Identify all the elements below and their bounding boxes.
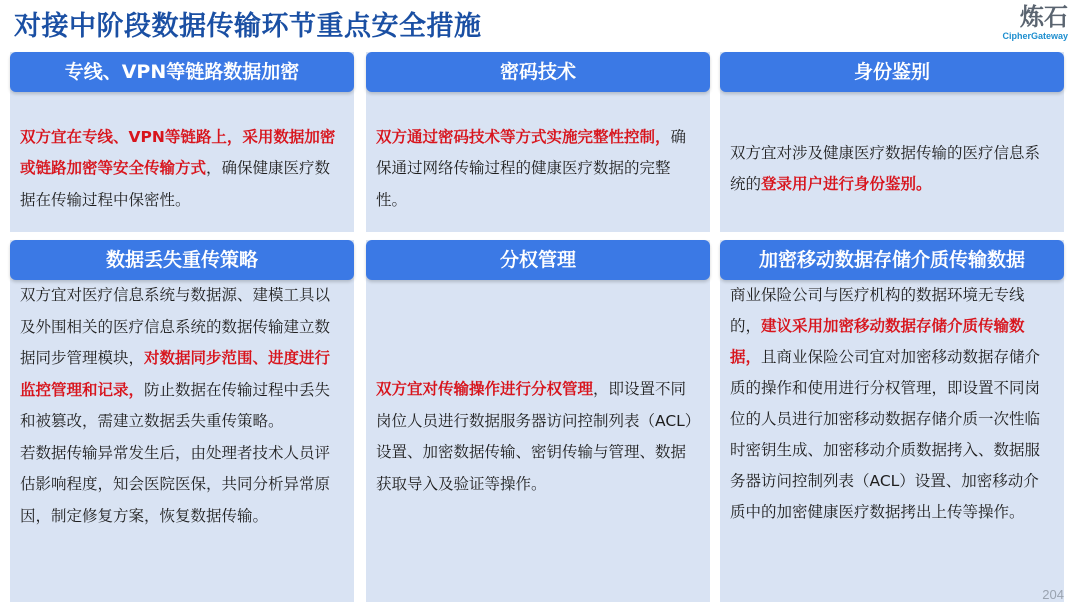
body-text: ，确保健康医疗数据在传输过程中保密性。 xyxy=(20,159,331,209)
card-heading: 加密移动数据存储介质传输数据 xyxy=(720,240,1064,280)
body-text: 双方宜对医疗信息系统与数据源、建模工具以及外围相关的医疗信息系统的数据传输建立数据同步管理模块， xyxy=(20,286,331,367)
brand-logo xyxy=(988,4,1068,41)
body-text-highlight: 对数据同步范围、进度进行监控管理和记录， xyxy=(20,349,331,399)
card-body xyxy=(10,280,354,600)
body-text: 确保通过网络传输过程的健康医疗数据的完整性。 xyxy=(376,127,687,209)
card-link-encryption xyxy=(10,52,354,232)
card-body xyxy=(366,106,710,232)
body-text: 双方宜对涉及健康医疗数据传输的医疗信息系统的 xyxy=(730,143,1041,193)
card-body xyxy=(10,106,354,232)
card-authentication xyxy=(720,52,1064,232)
body-text: 防止数据在传输过程中丢失和被篡改，需建立数据丢失重传策略。 xyxy=(20,380,331,430)
card-heading: 数据丢失重传策略 xyxy=(10,240,354,280)
card-heading: 身份鉴别 xyxy=(720,52,1064,92)
body-text: ，即设置不同岗位人员进行数据服务器访问控制列表（ACL）设置、加密数据传输、密钥传输与管理、数据获取导入及验证等操作。 xyxy=(376,380,693,493)
card-heading: 密码技术 xyxy=(366,52,710,92)
body-text: 商业保险公司与医疗机构的数据环境无专线的， xyxy=(730,286,1025,335)
body-text-highlight: 建议采用加密移动数据存储介质传输数据， xyxy=(730,317,1025,366)
card-heading: 分权管理 xyxy=(366,240,710,280)
card-body xyxy=(366,280,710,594)
body-paragraph-2: 若数据传输异常发生后，由处理者技术人员评估影响程度，知会医院医保，共同分析异常原因，制定修复方案，恢复数据传输。 xyxy=(20,443,331,525)
body-text-highlight: 登录用户进行身份鉴别。 xyxy=(761,175,932,193)
card-body xyxy=(720,106,1064,232)
body-text: 且商业保险公司宜对加密移动数据存储介质的操作和使用进行分权管理，即设置不同岗位的人员进行加密移动数据存储介质一次性临时密钥生成、加密移动介质数据拷入、数据服务器访问控制列表（ACL）设置、加密移动介质中的加密健康医疗数据拷出上传等操作。 xyxy=(730,348,1041,521)
page-title: 对接中阶段数据传输环节重点安全措施 xyxy=(14,11,482,42)
logo-text-cn: 炼石 xyxy=(1020,3,1068,31)
logo-text-en: CipherGateway xyxy=(1002,31,1068,41)
card-body xyxy=(720,280,1064,600)
card-separation-of-duties xyxy=(366,240,710,602)
card-cryptography xyxy=(366,52,710,232)
body-text-highlight: 双方通过密码技术等方式实施完整性控制， xyxy=(376,127,671,146)
card-heading: 专线、VPN等链路数据加密 xyxy=(10,52,354,92)
card-encrypted-media xyxy=(720,240,1064,602)
card-retransmission xyxy=(10,240,354,602)
page-number: 204 xyxy=(1042,587,1064,602)
body-text-highlight: 双方宜对传输操作进行分权管理 xyxy=(376,380,594,398)
body-text-highlight: 双方宜在专线、VPN等链路上，采用数据加密或链路加密等安全传输方式 xyxy=(20,127,336,178)
